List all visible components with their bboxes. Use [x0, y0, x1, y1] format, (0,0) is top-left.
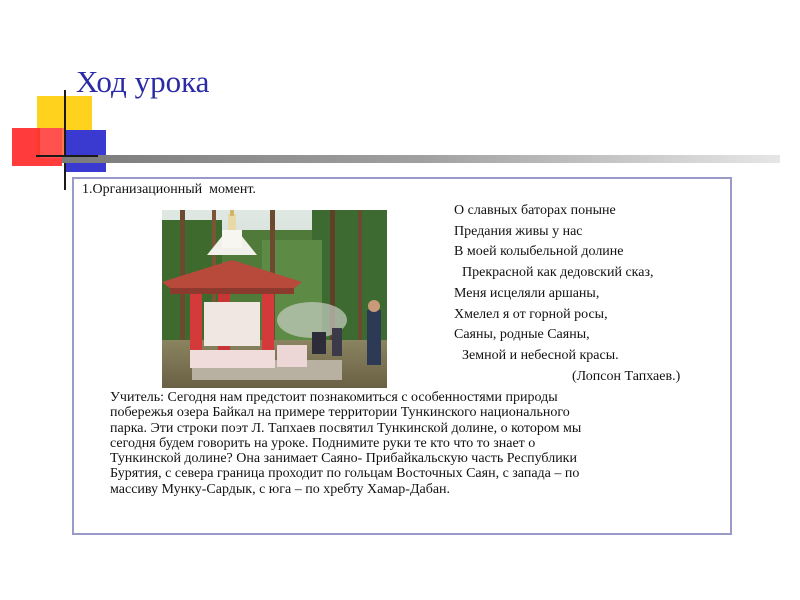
content-box — [72, 177, 732, 535]
poem-line: Хмелел я от горной росы, — [454, 306, 608, 322]
decor-vertical-line — [64, 90, 66, 190]
teacher-line: побережья озера Байкал на примере территории Тункинского национального — [110, 405, 570, 421]
poem-line: Меня исцеляли аршаны, — [454, 285, 600, 301]
teacher-line: Тункинской долине? Она занимает Саяно- Прибайкальскую часть Республики — [110, 451, 577, 467]
teacher-line: Бурятия, с севера граница проходит по гольцам Восточных Саян, с запада – по — [110, 466, 580, 482]
slide-title: Ход урока — [76, 64, 210, 99]
decor-red-overlap — [40, 128, 66, 158]
teacher-line: Учитель: Сегодня нам предстоит познакомиться с особенностями природы — [110, 390, 558, 405]
stupa-photo — [162, 210, 387, 388]
teacher-line: сегодня будем говорить на уроке. Поднимите руки те кто что то знает о — [110, 435, 536, 451]
decor-horizontal-line — [36, 155, 98, 157]
poem-line: В моей колыбельной долине — [454, 244, 624, 260]
org-moment-label: 1.Организационный момент. — [82, 182, 256, 197]
poem-line: О славных баторах поныне — [454, 203, 616, 218]
teacher-paragraph — [110, 390, 720, 497]
title-underline-bar — [62, 155, 780, 163]
poem-line: Предания живы у нас — [454, 223, 583, 239]
poem-author: (Лопсон Тапхаев.) — [572, 368, 681, 384]
poem-line: Земной и небесной красы. — [462, 347, 619, 363]
poem-block — [454, 201, 729, 387]
poem-line: Саяны, родные Саяны, — [454, 327, 590, 343]
decor-blue-square — [66, 130, 106, 172]
teacher-line: массиву Мунку-Сардык, с юга – по хребту Хамар-Дабан. — [110, 481, 451, 497]
teacher-line: парка. Эти строки поэт Л. Тапхаев посвятил Тункинской долине, о котором мы — [110, 420, 582, 436]
poem-line: Прекрасной как дедовский сказ, — [462, 265, 654, 281]
